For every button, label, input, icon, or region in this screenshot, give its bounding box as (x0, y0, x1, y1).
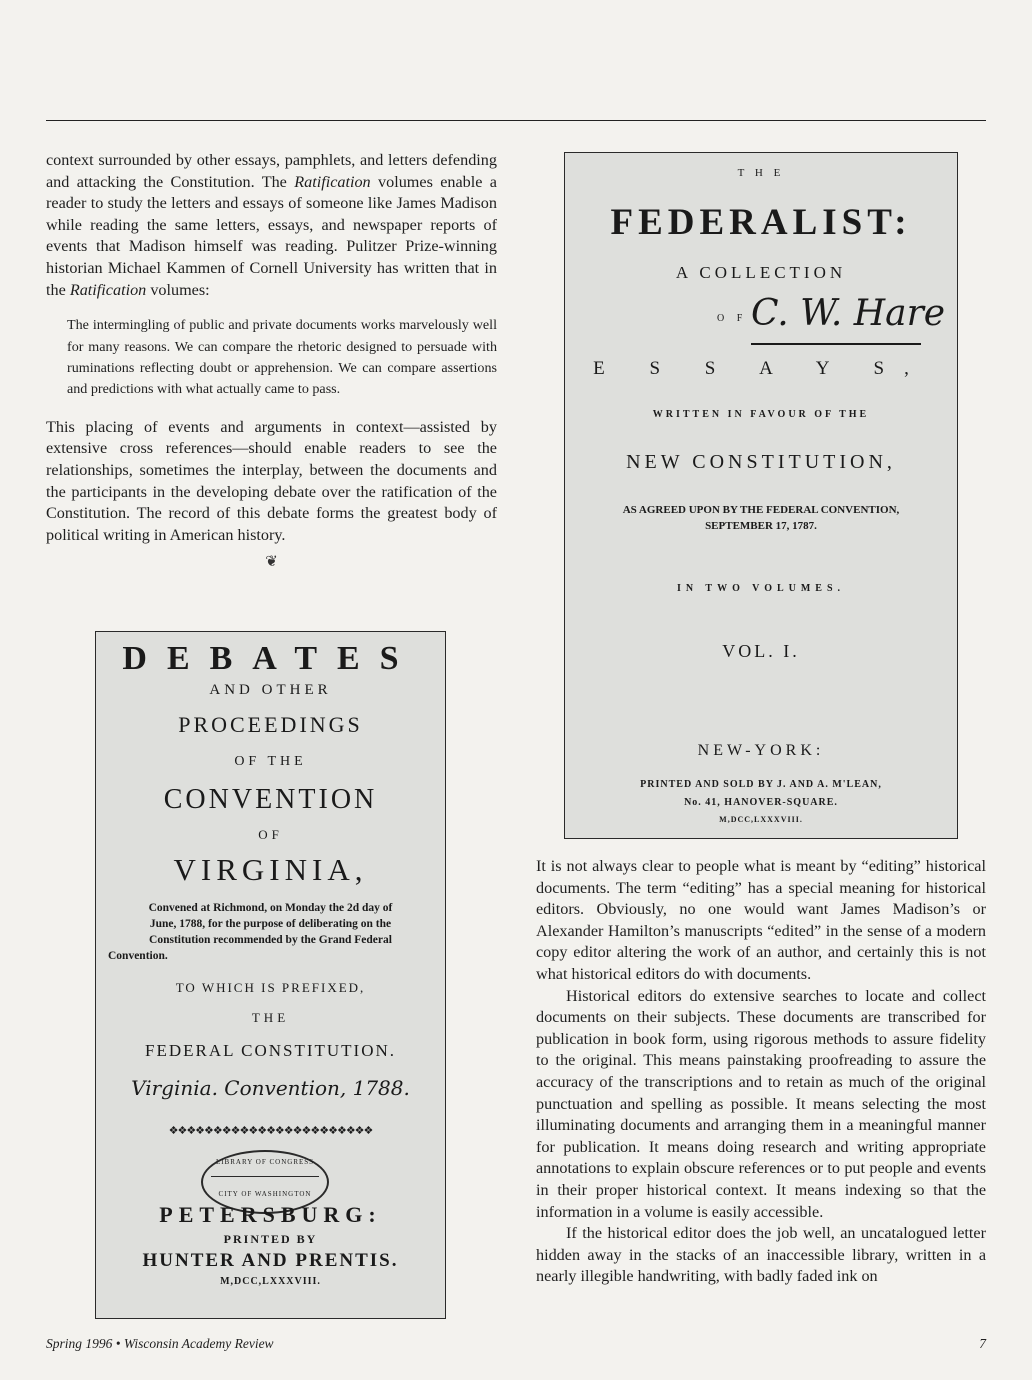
fed-year: M,DCC,LXXXVIII. (719, 815, 803, 824)
text-run: volumes: (146, 280, 210, 299)
deb-convention: CONVENTION (163, 784, 378, 815)
fed-printed: PRINTED AND SOLD BY J. AND A. M'LEAN, (640, 779, 882, 790)
stamp-bottom-text: CITY OF WASHINGTON (218, 1190, 312, 1198)
deb-handwritten-note: Virginia. Convention, 1788. (131, 1076, 410, 1100)
text-run: volumes enable a reader to study the letters and essays of someone like James Madison while reading the same letters, essays, and newspaper reports of events that Madison himself was reading. Pulitzer Prize-winning historian Michael Kammen of Cornell University has written that in the (46, 172, 497, 299)
stamp-top-text: LIBRARY OF CONGRESS (215, 1158, 315, 1166)
fed-collection: A COLLECTION (675, 263, 847, 282)
deb-ornament: ❖❖❖❖❖❖❖❖❖❖❖❖❖❖❖❖❖❖❖❖❖❖❖ (168, 1125, 373, 1137)
deb-of: OF (258, 827, 283, 842)
fed-address: No. 41, HANOVER-SQUARE. (684, 797, 838, 808)
deb-and-other: AND OTHER (209, 682, 332, 698)
paragraph-editing: It is not always clear to people what is meant by “editing” historical documents. The term “editing” has a special meaning for historical editors. Obviously, no one would want James Madison’s or Alexander Hamilton’s manuscripts “edited” in the sense of a modern copy editor altering the work of an author, and certainly this is not what historical editors do with documents. (536, 857, 986, 983)
fed-volumes: IN TWO VOLUMES. (676, 583, 846, 594)
deb-of-the: OF THE (234, 754, 307, 769)
deb-title: DEBATES (122, 640, 419, 677)
fed-written: WRITTEN IN FAVOUR OF THE (652, 409, 870, 420)
deb-prefixed: TO WHICH IS PREFIXED, (175, 980, 366, 995)
deb-printers: HUNTER AND PRENTIS. (142, 1250, 399, 1271)
fed-vol: VOL. I. (722, 641, 800, 661)
paragraph-historical-editors: Historical editors do extensive searches to locate and collect documents on their subjects. These documents are transcribed for publication in book form, using rigorous methods to assure fidelity to the original. This means painstaking proofreading to assure the accuracy of the transcriptions and to retain as much of the original punctuation and spelling as possible. It means selecting the most illuminating documents and arranging them in a meaningful manner for publication. It means doing research and writing appropriate annotations to explain obscure references or to put people and events in their proper historical context. It means indexing so that the information in a volume is easily accessible. (536, 986, 986, 1221)
fed-agreed: AS AGREED UPON BY THE FEDERAL CONVENTION, (622, 504, 900, 516)
deb-federal-constitution: FEDERAL CONSTITUTION. (144, 1041, 397, 1060)
stamp-line (211, 1176, 319, 1177)
fleuron-ornament: ❦ (265, 554, 278, 571)
fed-city: NEW-YORK: (697, 742, 825, 759)
fed-date: SEPTEMBER 17, 1787. (705, 520, 817, 532)
deb-city: PETERSBURG: (159, 1202, 382, 1227)
deb-year: M,DCC,LXXXVIII. (220, 1276, 321, 1287)
fed-the: T H E (737, 167, 785, 179)
deb-convened-3: Constitution recommended by the Grand Federal (149, 934, 392, 946)
deb-convened-1: Convened at Richmond, on Monday the 2d day of (148, 902, 393, 914)
right-column (536, 856, 986, 1288)
deb-printed-by: PRINTED BY (223, 1232, 318, 1246)
left-column (46, 150, 497, 574)
fed-essays: E S S A Y S, (593, 358, 929, 379)
paragraph-context (46, 150, 497, 301)
deb-virginia: VIRGINIA, (173, 852, 368, 887)
italic-title: Ratification (69, 280, 147, 299)
signature-underline (751, 343, 921, 345)
deb-convened-2: June, 1788, for the purpose of deliberating on the (149, 918, 392, 930)
federalist-title-page-image (564, 152, 958, 839)
deb-convened-4: Convention. (108, 950, 168, 962)
fed-of: O F (717, 313, 748, 324)
italic-title: Ratification (294, 172, 371, 191)
deb-proceedings: PROCEEDINGS (178, 712, 363, 737)
paragraph-if-editor: If the historical editor does the job well, an uncatalogued letter hidden away in the stacks of an inaccessible library, written in a nearly illegible handwriting, with badly faded ink on (536, 1224, 986, 1286)
footer-issue: Spring 1996 • Wisconsin Academy Review (46, 1336, 274, 1351)
page-number: 7 (979, 1336, 986, 1351)
header-rule (46, 120, 986, 121)
deb-the: THE (251, 1010, 290, 1025)
fed-signature: C. W. Hare (751, 293, 946, 334)
paragraph-placing: This placing of events and arguments in context—assisted by extensive cross references—should enable readers to see the relationships, sometimes the interplay, between the documents and the participants in the developing debate over the ratification of the Constitution. The record of this debate forms the greatest body of political writing in American history. (46, 417, 497, 544)
text-run: context surrounded by other essays, pamphlets, and letters defending and attacking the Constitution. The (46, 151, 497, 191)
debates-title-page-image (95, 631, 446, 1319)
fed-title: FEDERALIST: (610, 202, 912, 243)
block-quote: The intermingling of public and private documents works marvelously well for many reasons. We can compare the rhetoric designed to persuade with ruminations reflecting doubt or apprehension. We can compare assertions and predictions with what actually came to pass. (67, 317, 497, 398)
fed-new-constitution: NEW CONSTITUTION, (626, 451, 896, 473)
